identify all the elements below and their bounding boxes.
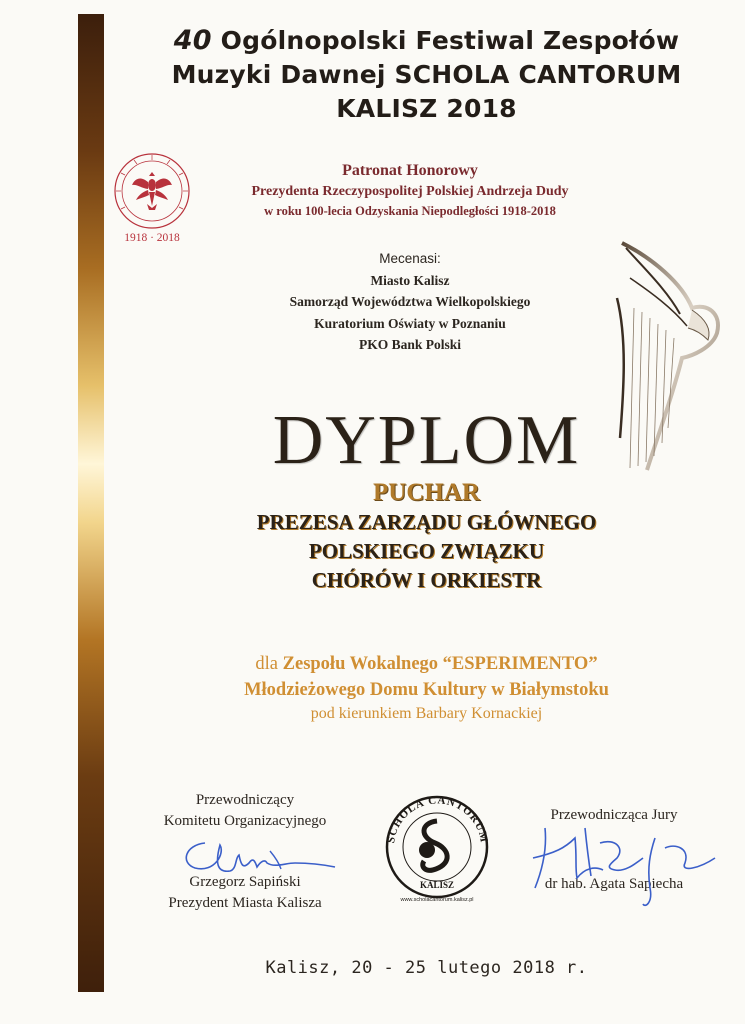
place-and-date: Kalisz, 20 - 25 lutego 2018 r. (265, 958, 588, 978)
signatory-role: Przewodnicząca Jury (550, 807, 678, 823)
logo-bottom-text: KALISZ (419, 880, 455, 890)
recipient-prefix: dla (255, 654, 283, 674)
award-trophy: PUCHAR (373, 479, 480, 506)
eagle-seal-icon (113, 152, 191, 230)
logo-top-text: SCHOLA CANTORUM (385, 795, 491, 845)
signatory-name: dr hab. Agata Sapiecha (544, 876, 684, 892)
sponsor-item: Miasto Kalisz (370, 272, 450, 288)
logo-url: www.scholacantorum.kalisz.pl (400, 897, 474, 903)
handwritten-signature-right (525, 808, 725, 913)
recipient-institution: Młodzieżowego Domu Kultury w Białymstoku (244, 680, 609, 700)
gold-border-stripe (78, 14, 104, 992)
sponsors-block (160, 248, 660, 356)
header-line-1-text: Ogólnopolski Festiwal Zespołów (220, 26, 680, 55)
patronage-anniversary: w roku 100-lecia Odzyskania Niepodległości 1918-2018 (264, 204, 556, 218)
handwritten-signature-left (175, 833, 340, 883)
signatory-role: Komitetu Organizacyjnego (163, 813, 327, 829)
recipient-block (108, 651, 745, 725)
recipient-conductor: pod kierunkiem Barbary Kornackiej (310, 705, 543, 722)
patronage-president: Prezydenta Rzeczypospolitej Polskiej Andrzeja Dudy (251, 184, 569, 199)
header-line-3: KALISZ 2018 (336, 94, 517, 123)
award-line-4: CHÓRÓW I ORKIESTR (311, 568, 542, 592)
award-line-3: POLSKIEGO ZWIĄZKU (308, 539, 545, 563)
header-line-1 (108, 24, 745, 58)
centenary-emblem (113, 152, 191, 247)
signatory-role: Przewodniczący (195, 792, 295, 808)
festival-header (108, 24, 745, 126)
patronage-title: Patronat Honorowy (342, 162, 478, 179)
header-line-2: Muzyki Dawnej SCHOLA CANTORUM (171, 60, 682, 89)
emblem-years: 1918 · 2018 (124, 232, 180, 244)
sponsor-item: PKO Bank Polski (358, 337, 462, 352)
signatory-name: Grzegorz Sapiński (189, 874, 301, 890)
sponsor-item: Samorząd Województwa Wielkopolskiego (289, 294, 531, 309)
edition-number: 40 (173, 25, 212, 56)
diploma-title: DYPLOM (272, 402, 581, 479)
sponsor-item: Kuratorium Oświaty w Poznaniu (314, 315, 506, 331)
signatory-title: Prezydent Miasta Kalisza (168, 895, 322, 911)
honorary-patronage (190, 160, 630, 220)
sponsors-label: Mecenasi: (379, 251, 441, 266)
schola-cantorum-logo (380, 795, 495, 905)
award-block (108, 478, 745, 595)
recipient-ensemble: Zespołu Wokalnego “ESPERIMENTO” (282, 654, 598, 674)
recipient-line-1 (108, 651, 745, 677)
award-line-2: PREZESA ZARZĄDU GŁÓWNEGO (256, 510, 597, 534)
